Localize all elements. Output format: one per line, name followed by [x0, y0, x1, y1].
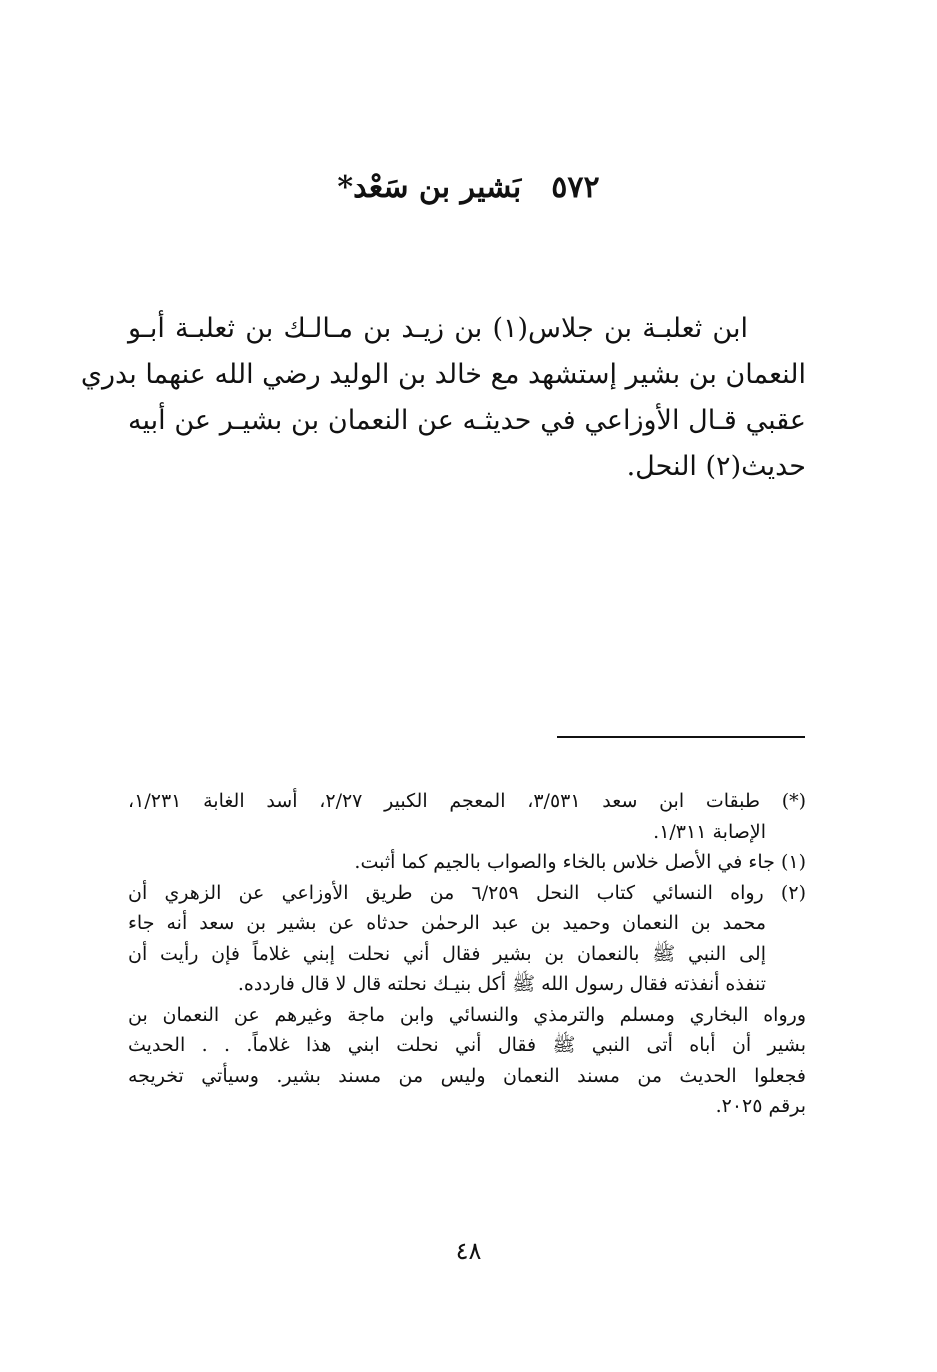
footnote-line: (١) جاء في الأصل خلاس بالخاء والصواب بالجيم كما أثبت.	[354, 851, 806, 873]
footnote-line: محمد بن النعمان وحميد بن عبد الرحمٰن حدثاه عن بشير بن سعد أنه جاء	[128, 912, 766, 934]
footnote-line: (*) طبقات ابن سعد ٣/٥٣١، المعجم الكبير ٢/٢٧، أسد الغابة ١/٢٣١،	[128, 790, 807, 812]
footnote-line: ورواه البخاري ومسلم والترمذي والنسائي وابن ماجة وغيرهم عن النعمان بن	[128, 1003, 806, 1026]
footnote-line: برقم ٢٠٢٥.	[715, 1095, 806, 1117]
page-number: ٤٨	[455, 1237, 482, 1265]
entry-name: بَشير بن سَعْد*	[337, 170, 522, 205]
footnote-line: بشير أن أباه أتى النبي ﷺ فقال أني نحلت ابني هذا غلاماً. . . الحديث	[128, 1034, 806, 1056]
footnote-line: الإصابة ١/٣١١.	[653, 820, 766, 843]
entry-heading	[0, 168, 937, 208]
footnote-line: (٢) رواه النسائي كتاب النحل ٦/٢٥٩ من طريق الأوزاعي عن الزهري أن	[128, 881, 806, 904]
body-line: حديث(٢) النحل.	[626, 451, 806, 482]
footnote-line: تنفذه أنفذته فقال رسول الله ﷺ أكل بنيـك نحلته قال لا قال فاردده.	[237, 973, 766, 995]
body-line: النعمان بن بشير إستشهد مع خالد بن الوليد رضي الله عنهما بدري	[80, 359, 806, 390]
body-line: عقبي قـال الأوزاعي في حديثـه عن النعمان بن بشيـر عن أبيه	[128, 405, 806, 436]
entry-body	[80, 306, 806, 490]
footnote-line: فجعلوا الحديث من مسند النعمان وليس من مسند بشير. وسيأتي تخريجه	[128, 1064, 806, 1087]
entry-number: ٥٧٢	[551, 170, 600, 205]
body-line: ابن ثعلبـة بن جلاس(١) بن زيـد بن مـالـك بن ثعلبـة أبـو	[128, 313, 748, 344]
footnote-separator	[557, 736, 805, 738]
footnote-line: إلى النبي ﷺ بالنعمان بن بشير فقال أني نحلت إبني غلاماً فإن رأيت أن	[128, 942, 766, 965]
footnotes	[128, 786, 806, 1122]
